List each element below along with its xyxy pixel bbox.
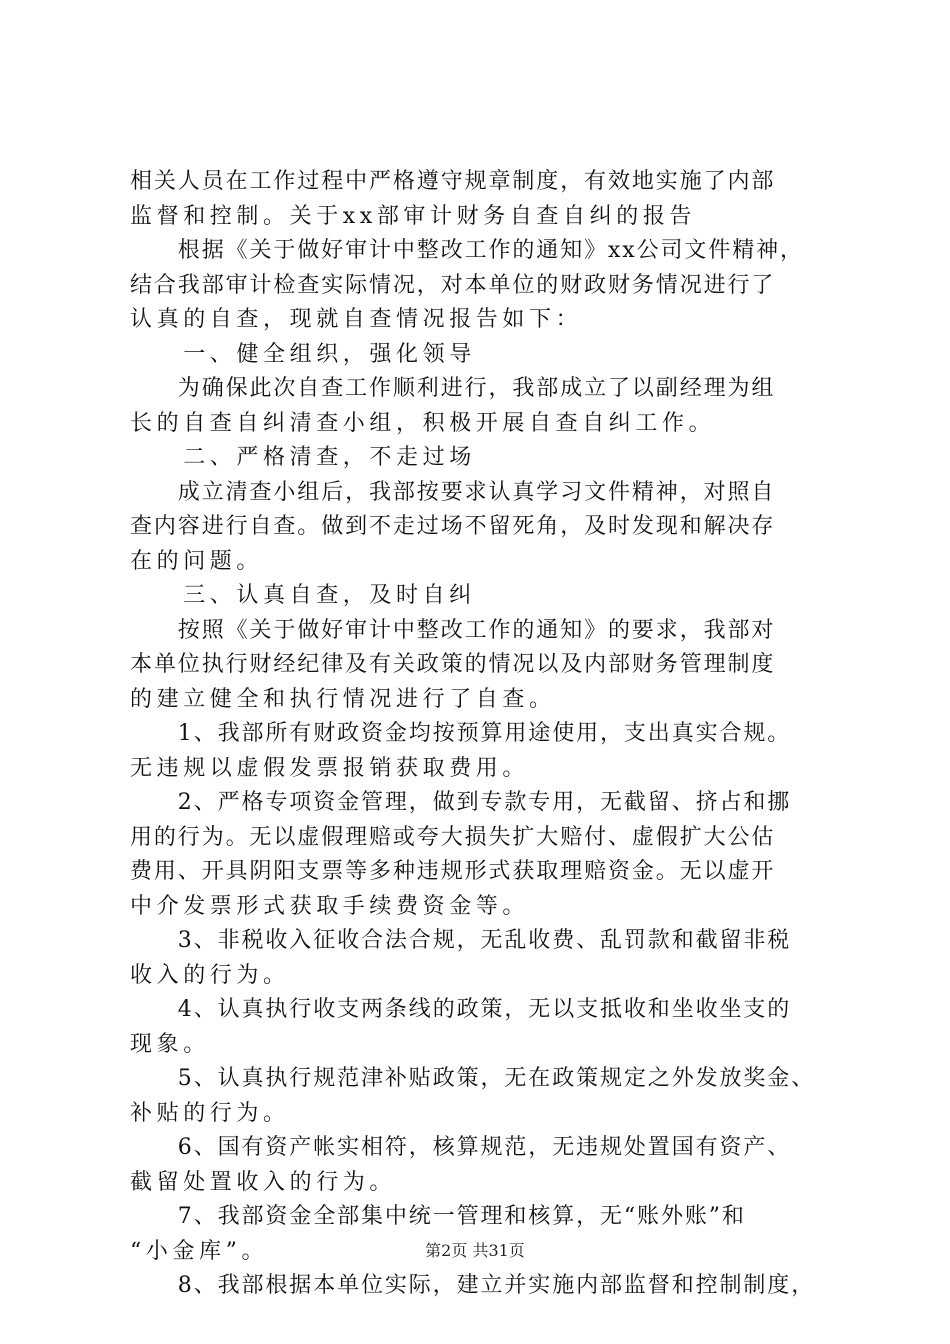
section-heading: 二、严格清查，不走过场 [130,445,476,470]
text-line: 中介发票形式获取手续费资金等。 [130,893,530,919]
document-body [130,165,830,1304]
text-line: 5、认真执行规范津补贴政策，无在政策规定之外发放奖金、 [130,1066,816,1091]
text-line: 收入的行为。 [130,962,290,988]
text-line: 认真的自查，现就自查情况报告如下： [130,307,583,332]
text-line: 相关人员在工作过程中严格遵守规章制度，有效地实施了内部 [130,169,776,194]
text-line: 8、我部根据本单位实际，建立并实施内部监督和控制制度， [130,1273,816,1298]
text-line: 本单位执行财经纪律及有关政策的情况以及内部财务管理制度 [130,652,776,677]
text-line: 长的自查自纠清查小组，积极开展自查自纠工作。 [130,410,716,436]
text-line: 2、严格专项资金管理，做到专款专用，无截留、挤占和挪 [130,790,792,815]
page-number-footer: 第2页 共31页 [425,1241,525,1260]
text-line: 3、非税收入征收合法合规，无乱收费、乱罚款和截留非税 [130,928,792,953]
text-line: 4、认真执行收支两条线的政策，无以支抵收和坐收坐支的 [130,997,792,1022]
text-line: 监督和控制。关于xx部审计财务自查自纠的报告 [130,203,697,229]
text-line: 截留处置收入的行为。 [130,1169,397,1195]
text-line: 无违规以虚假发票报销获取费用。 [130,755,530,781]
text-line: 根据《关于做好审计中整改工作的通知》xx公司文件精神， [130,238,804,263]
text-line: 1、我部所有财政资金均按预算用途使用，支出真实合规。 [130,721,792,746]
text-line: 结合我部审计检查实际情况，对本单位的财政财务情况进行了 [130,272,776,298]
text-line: 6、国有资产帐实相符，核算规范，无违规处置国有资产、 [130,1135,792,1160]
text-line: “小金库”。 [130,1238,269,1264]
text-line: 的建立健全和执行情况进行了自查。 [130,686,556,712]
text-line: 按照《关于做好审计中整改工作的通知》的要求，我部对 [130,617,776,643]
text-line: 7、我部资金全部集中统一管理和核算，无“账外账”和 [130,1204,746,1229]
text-line: 成立清查小组后，我部按要求认真学习文件精神，对照自 [130,479,776,505]
section-heading: 一、健全组织，强化领导 [130,341,476,367]
text-line: 为确保此次自查工作顺利进行，我部成立了以副经理为组 [130,376,776,401]
text-line: 补贴的行为。 [130,1100,290,1126]
text-line: 费用、开具阴阳支票等多种违规形式获取理赔资金。无以虚开 [130,859,776,884]
text-line: 现象。 [130,1031,210,1057]
text-line: 用的行为。无以虚假理赔或夸大损失扩大赔付、虚假扩大公估 [130,824,776,850]
text-line: 查内容进行自查。做到不走过场不留死角，及时发现和解决存 [130,514,776,539]
section-heading: 三、认真自查，及时自纠 [130,583,476,608]
text-line: 在的问题。 [130,548,264,574]
